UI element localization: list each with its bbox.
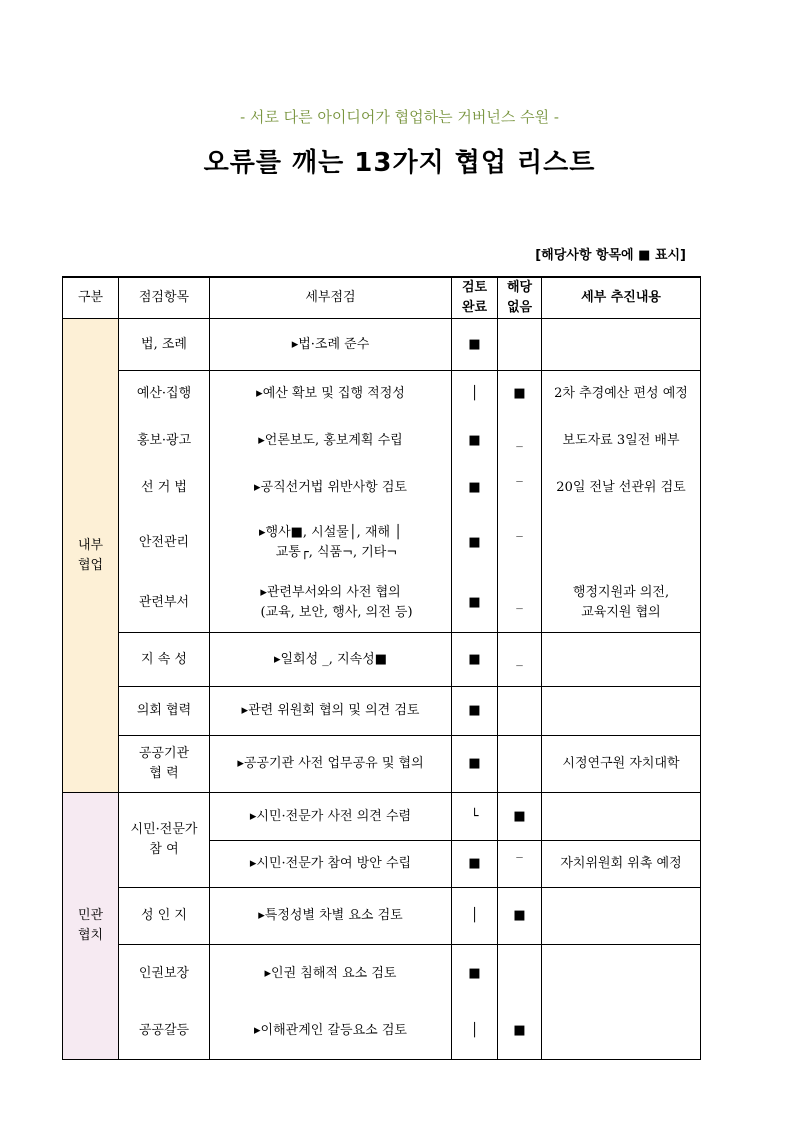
category-internal: 내부 협업	[63, 319, 119, 793]
detail-note	[542, 1003, 701, 1060]
detail-note	[542, 633, 701, 687]
check-detail: ▸법·조례 준수	[210, 319, 452, 371]
not-applicable-mark: _	[498, 633, 542, 687]
not-applicable-mark: ■	[498, 793, 542, 841]
not-applicable-mark	[498, 687, 542, 736]
item-label: 법, 조례	[119, 319, 210, 371]
table-row	[63, 945, 701, 1003]
document-subtitle: - 서로 다른 아이디어가 협업하는 거버넌스 수원 -	[240, 108, 559, 126]
not-applicable-mark: ■	[498, 1003, 542, 1060]
not-applicable-mark	[498, 319, 542, 371]
detail-note	[542, 793, 701, 841]
detail-note: 행정지원과 의전, 교육지원 협의	[542, 575, 701, 633]
detail-note	[542, 511, 701, 575]
table-row	[63, 793, 701, 841]
not-applicable-mark: ‾	[498, 465, 542, 511]
item-label: 공공갈등	[119, 1003, 210, 1060]
item-label: 지 속 성	[119, 633, 210, 687]
table-row	[63, 575, 701, 633]
header-category: 구분	[63, 277, 119, 319]
item-label: 예산·집행	[119, 371, 210, 417]
done-mark: ■	[452, 417, 498, 465]
table-row	[63, 465, 701, 511]
not-applicable-mark: ‾	[498, 511, 542, 575]
item-label: 안전관리	[119, 511, 210, 575]
not-applicable-mark	[498, 945, 542, 1003]
item-label: 공공기관 협 력	[119, 736, 210, 793]
collaboration-checklist-table	[62, 276, 701, 1060]
marking-instruction: [해당사항 항목에 ■ 표시]	[535, 248, 686, 263]
table-row	[63, 1003, 701, 1060]
done-mark: └	[452, 793, 498, 841]
item-label: 성 인 지	[119, 888, 210, 945]
check-detail: ▸특정성별 차별 요소 검토	[210, 888, 452, 945]
table-row	[63, 633, 701, 687]
detail-note: 보도자료 3일전 배부	[542, 417, 701, 465]
detail-note: 20일 전날 선관위 검토	[542, 465, 701, 511]
check-detail: ▸이해관계인 갈등요소 검토	[210, 1003, 452, 1060]
header-row	[63, 277, 701, 319]
item-label: 시민·전문가 참 여	[119, 793, 210, 888]
item-label: 홍보·광고	[119, 417, 210, 465]
document-title: 오류를 깨는 13가지 협업 리스트	[203, 148, 596, 178]
detail-note: 2차 추경예산 편성 예정	[542, 371, 701, 417]
table-row	[63, 736, 701, 793]
category-civic: 민관 협치	[63, 793, 119, 1060]
header-check: 세부점검	[210, 277, 452, 319]
check-detail: ▸언론보도, 홍보계획 수립	[210, 417, 452, 465]
not-applicable-mark: _	[498, 417, 542, 465]
check-detail: ▸시민·전문가 참여 방안 수립	[210, 841, 452, 888]
header-item: 점검항목	[119, 277, 210, 319]
table-row	[63, 319, 701, 371]
done-mark: ■	[452, 465, 498, 511]
header-not-applicable: 해당 없음	[498, 277, 542, 319]
table-row	[63, 687, 701, 736]
check-detail: ▸시민·전문가 사전 의견 수렴	[210, 793, 452, 841]
done-mark: │	[452, 1003, 498, 1060]
done-mark: ■	[452, 687, 498, 736]
header-done: 검토 완료	[452, 277, 498, 319]
detail-note	[542, 945, 701, 1003]
table-row	[63, 511, 701, 575]
check-detail: ▸공공기관 사전 업무공유 및 협의	[210, 736, 452, 793]
not-applicable-mark: ■	[498, 888, 542, 945]
table-row	[63, 417, 701, 465]
check-detail: ▸예산 확보 및 집행 적정성	[210, 371, 452, 417]
check-detail: ▸행사■, 시설물│, 재해 │ 교통┌, 식품¬, 기타¬	[210, 511, 452, 575]
not-applicable-mark: ‾	[498, 841, 542, 888]
done-mark: ■	[452, 319, 498, 371]
check-detail: ▸공직선거법 위반사항 검토	[210, 465, 452, 511]
done-mark: ■	[452, 945, 498, 1003]
detail-note: 시정연구원 자치대학	[542, 736, 701, 793]
check-detail: ▸관련부서와의 사전 협의 (교육, 보안, 행사, 의전 등)	[210, 575, 452, 633]
done-mark: │	[452, 371, 498, 417]
table-row	[63, 371, 701, 417]
done-mark: ■	[452, 633, 498, 687]
detail-note	[542, 319, 701, 371]
detail-note: 자치위원회 위촉 예정	[542, 841, 701, 888]
check-detail: ▸관련 위원회 협의 및 의견 검토	[210, 687, 452, 736]
item-label: 의회 협력	[119, 687, 210, 736]
not-applicable-mark	[498, 736, 542, 793]
not-applicable-mark: ■	[498, 371, 542, 417]
item-label: 선 거 법	[119, 465, 210, 511]
not-applicable-mark: _	[498, 575, 542, 633]
check-detail: ▸인권 침해적 요소 검토	[210, 945, 452, 1003]
item-label: 관련부서	[119, 575, 210, 633]
table-row	[63, 888, 701, 945]
header-detail: 세부 추진내용	[542, 277, 701, 319]
check-detail: ▸일회성 _, 지속성■	[210, 633, 452, 687]
item-label: 인권보장	[119, 945, 210, 1003]
done-mark: ■	[452, 736, 498, 793]
done-mark: ■	[452, 575, 498, 633]
done-mark: ■	[452, 841, 498, 888]
detail-note	[542, 888, 701, 945]
done-mark: ■	[452, 511, 498, 575]
done-mark: │	[452, 888, 498, 945]
detail-note	[542, 687, 701, 736]
